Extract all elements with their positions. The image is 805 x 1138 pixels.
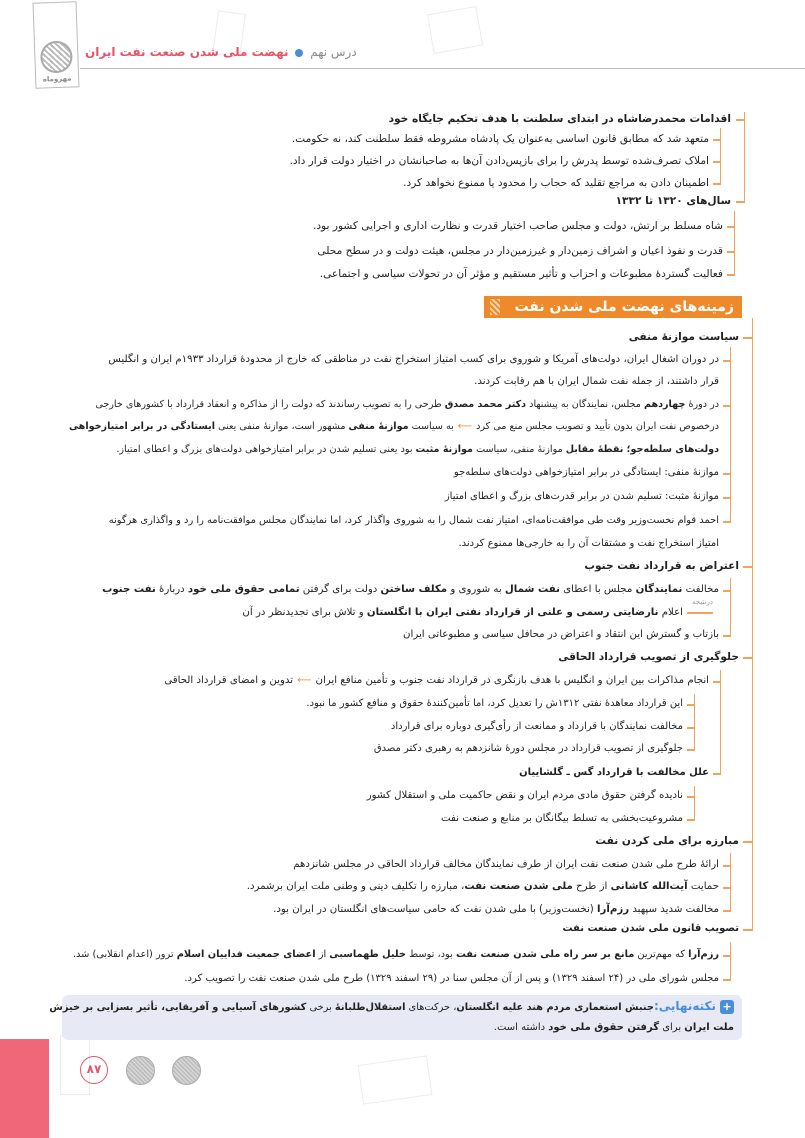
text-run: موازنهٔ منفی، سیاست [473, 444, 566, 455]
tree-connector [694, 786, 696, 820]
tree-connector [687, 727, 695, 729]
text-run: تدوین و امضای قرارداد الحاقی [164, 675, 294, 686]
text-run: برخی [306, 1002, 335, 1013]
tip-chat-plus-icon: + [720, 1000, 734, 1014]
paragraph-line [102, 583, 719, 597]
list-item: اطمینان دادن به مراجع تقلید که حجاب را محدود یا ممنوع نخواهد کرد. [403, 177, 709, 189]
decorative-dot-icon [126, 1056, 155, 1085]
hatch-decoration-icon [490, 299, 500, 315]
text-run: حمایت [687, 881, 719, 892]
tree-connector [720, 670, 722, 774]
tree-connector [713, 773, 721, 775]
final-tip-box [49, 995, 742, 1040]
text-run: از [315, 949, 330, 960]
list-item: قدرت و نفوذ اعیان و اشراف زمین‌دار و غیرزمین‌دار در مجلس، هیئت دولت و در سطح محلی [317, 245, 723, 257]
list-item: فعالیت گستردهٔ مطبوعات و احزاب و تأثیر مستقیم و مؤثر آن در تحولات سیاسی و اجتماعی. [319, 268, 723, 280]
list-item [247, 880, 719, 894]
tree-connector [730, 347, 732, 522]
heading-years: سال‌های ۱۳۲۰ تا ۱۳۳۲ [615, 195, 731, 207]
list-item: املاک تصرف‌شده توسط پدرش را برای بازپس‌دادن آن‌ها به صاحبانشان در اختیار دولت قرار داد. [289, 155, 709, 167]
tree-connector [727, 251, 735, 253]
tree-connector [723, 497, 731, 499]
tree-connector [727, 226, 735, 228]
list-item: مخالفت نمایندگان با قرارداد و ممانعت از رأی‌گیری دوباره برای قرارداد [390, 721, 683, 732]
tree-connector [723, 590, 731, 592]
text-run: مخالفت [682, 584, 719, 595]
text-run: برای [659, 1022, 685, 1033]
tree-connector [723, 979, 731, 981]
text-bold: ملی شدن صنعت نفت [464, 881, 573, 892]
paragraph-line [242, 606, 683, 620]
text-run: به سیاست [408, 421, 454, 432]
tree-connector [687, 749, 695, 751]
paragraph-line [69, 420, 719, 434]
text-bold: گرفتن حقوق ملی خود [548, 1022, 660, 1033]
result-label: درنتیجه [692, 598, 713, 606]
text-run: در دورهٔ [685, 399, 719, 410]
text-run: داشته است. [493, 1022, 549, 1033]
tip-label: نکته‌نهایی: [653, 999, 716, 1013]
text-run: دربارهٔ [155, 584, 188, 595]
heading-struggle: مبارزه برای ملی کردن نفت [595, 835, 739, 847]
text-run: ، حرکت‌های [405, 1002, 457, 1013]
tree-connector [736, 119, 745, 121]
text-bold: آیت‌الله کاشانی [610, 881, 688, 892]
logo-text: مهروماه [42, 74, 72, 84]
section-title-text: زمینه‌های نهضت ملی شدن نفت [514, 299, 734, 315]
text-run: بود یعنی تسلیم شدن در برابر امتیازخواهی دولت‌های بزرگ و اعطای امتیاز. [116, 444, 416, 455]
tree-connector [723, 865, 731, 867]
paragraph-line: امتیاز استخراج نفت و مشتقات آن را به خارجی‌ها ممنوع کردند. [458, 538, 719, 549]
text-run: مشهور است، موازنهٔ منفی یعنی [215, 421, 349, 432]
decorative-dot-icon [172, 1056, 201, 1085]
tree-connector [743, 657, 753, 659]
list-item [73, 948, 719, 962]
text-bold: نارضایتی رسمی و علنی از قرارداد نفتی ایران با انگلستان [366, 607, 659, 618]
heading-supplemental-agreement: جلوگیری از تصویب قرارداد الحاقی [558, 651, 739, 663]
text-run: (نخست‌وزیر) با ملی شدن نفت که حامی سیاست‌های انگلستان در ایران بود. [273, 904, 598, 915]
tree-connector [743, 841, 753, 843]
list-item: موازنهٔ مثبت: تسلیم شدن در برابر قدرت‌های بزرگ و اعطای امتیاز [444, 491, 719, 502]
chapter-title: نهضت ملی شدن صنعت نفت ایران [85, 45, 289, 59]
tree-connector [723, 405, 731, 407]
text-bold: رزم‌آرا [688, 949, 719, 960]
text-bold: جنبش استعماری مردم هند علیه انگلستان [456, 1002, 654, 1013]
tree-connector [727, 274, 735, 276]
text-run: اعلام [658, 607, 683, 618]
paragraph-line [116, 443, 719, 457]
text-run: درخصوص نفت ایران بدون تأیید و تصویب مجلس منع می کرد [476, 421, 719, 432]
tree-connector [723, 360, 731, 362]
text-bold: نفت شمال [504, 584, 560, 595]
text-run: مجلس، نمایندگان به پیشنهاد [526, 399, 644, 410]
tree-connector [723, 473, 731, 475]
text-bold: دولت‌های سلطه‌جو؛ نقطهٔ مقابل [565, 444, 719, 455]
tree-connector [687, 704, 695, 706]
list-item: نادیده گرفتن حقوق مادی مردم ایران و نقض حاکمیت ملی و استقلال کشور [366, 790, 683, 801]
text-bold: موازنهٔ مثبت [415, 444, 474, 455]
text-bold: تمامی حقوق ملی خود [187, 584, 300, 595]
page-number: ۸۷ [80, 1056, 108, 1084]
text-run: که مهم‌ترین [634, 949, 689, 960]
tree-connector [687, 796, 695, 798]
tip-line [49, 999, 716, 1015]
text-bold: مانع بر سر راه ملی شدن صنعت نفت [455, 949, 635, 960]
section-title [484, 296, 742, 318]
text-bold: نمایندگان [635, 584, 683, 595]
tree-connector [744, 112, 746, 202]
tree-connector [734, 211, 736, 275]
result-arrow [687, 612, 713, 614]
heading-south-oil: اعتراض به قرارداد نفت جنوب [584, 560, 739, 572]
text-run: مخالفت شدید سپهبد [629, 904, 719, 915]
page-edge-tab [0, 1039, 49, 1138]
paragraph-line: در دوران اشغال ایران، دولت‌های آمریکا و شوروی برای کسب امتیاز استخراج نفت در مناطقی که خارج از محدودهٔ قرارداد ۱۹۳۳م ایران و انگلیس [108, 354, 719, 365]
text-run: ترور (اعدام انقلابی) شد. [72, 949, 177, 960]
text-run: به شوروی و [447, 584, 505, 595]
list-item: شاه مسلط بر ارتش، دولت و مجلس صاحب اختیار قدرت و نظارت اداری و اجرایی کشور بود. [312, 220, 723, 232]
list-item: این قرارداد معاهدهٔ نفتی ۱۳۱۲ش را تعدیل کرد، اما تأمین‌کنندهٔ حقوق و منافع کشور ما نبود. [306, 698, 683, 709]
arrow-left-icon: ⟵ [457, 421, 473, 432]
paragraph-line [164, 674, 709, 688]
tree-connector [730, 853, 732, 911]
tree-connector [743, 337, 753, 339]
list-item: مجلس شورای ملی در (۲۴ اسفند ۱۳۲۹) و پس از آن مجلس سنا در (۲۹ اسفند ۱۳۲۹) طرح ملی شدن صنعت نفت را تصویب کرد. [184, 973, 719, 984]
tree-connector [723, 635, 731, 637]
heading-negative-balance: سیاست موازنهٔ منفی [628, 331, 739, 343]
paragraph-line [95, 398, 719, 412]
text-bold: چهاردهم [643, 399, 686, 410]
text-bold: موازنهٔ منفی [348, 421, 409, 432]
heading-shah-actions: اقدامات محمدرضاشاه در ابتدای سلطنت با هدف تحکیم جایگاه خود [388, 113, 731, 125]
heading-nationalization-law: تصویب قانون ملی شدن صنعت نفت [562, 923, 739, 934]
list-item: ارائهٔ طرح ملی شدن صنعت نفت ایران از طرف نمایندگان مخالف قرارداد الحاقی در مجلس شانزدهم [293, 859, 719, 870]
arrow-left-icon: ⟵ [297, 675, 312, 686]
tree-connector [743, 929, 753, 931]
text-run: و تلاش برای تجدیدنظر در آن [242, 607, 367, 618]
text-bold: مکلف ساختن [380, 584, 448, 595]
text-bold: رزم‌آرا [597, 904, 630, 915]
tree-connector [723, 910, 731, 912]
paragraph-line: احمد قوام نخست‌وزیر وقت طی موافقت‌نامه‌ای، امتیاز نفت شمال را به شوروی واگذار کرد، اما نمایندگان مجلس موافقت‌نامه را رد و واگذاری هرگونه [108, 515, 719, 526]
tree-connector [723, 887, 731, 889]
list-item: موازنهٔ منفی: ایستادگی در برابر امتیازخواهی دولت‌های سلطه‌جو [453, 467, 719, 478]
text-run: ، مبارزه را تکلیف دینی و وطنی ملت ایران برشمرد. [246, 881, 465, 892]
tree-connector [687, 819, 695, 821]
text-run: طرحی را به تصویب رساندند که دولت را از مذاکره و انعقاد قرارداد با کشورهای خارجی [95, 399, 445, 410]
heading-opposition-reasons: علل مخالفت با قرارداد گس ـ گلشاییان [519, 767, 709, 778]
tree-connector [713, 139, 721, 141]
text-run: از طرح [572, 881, 611, 892]
tree-connector [713, 681, 721, 683]
text-bold: استقلال‌طلبانهٔ [334, 1002, 406, 1013]
tree-connector [723, 955, 731, 957]
text-run: دولت برای گرفتن [299, 584, 381, 595]
text-bold: خلیل طهماسبی [329, 949, 406, 960]
tree-connector [743, 566, 753, 568]
text-bold: کشورهای آسیایی و آفریقایی، تأثیر بسزایی بر خیزش [49, 1002, 307, 1013]
list-item: مشروعیت‌بخشی به تسلط بیگانگان بر منابع و صنعت نفت [441, 813, 683, 824]
text-bold: اعضای جمعیت فداییان اسلام [176, 949, 316, 960]
tree-connector [720, 128, 722, 184]
list-item: جلوگیری از تصویب قرارداد در مجلس دورهٔ شانزدهم به رهبری دکتر مصدق [373, 743, 683, 754]
text-bold: ایستادگی در برابر امتیازخواهی [68, 421, 216, 432]
list-item: بازتاب و گسترش این انتقاد و اعتراض در محافل سیاسی و مطبوعاتی ایران [403, 629, 719, 640]
tip-line [494, 1021, 734, 1035]
tree-connector [713, 183, 721, 185]
tree-connector [730, 942, 732, 980]
tree-connector [723, 521, 731, 523]
text-bold: نفت جنوب [102, 584, 156, 595]
text-run: انجام مذاکرات بین ایران و انگلیس با هدف بازنگری در قرارداد نفت جنوب و تأمین منافع ایران [315, 675, 709, 686]
tree-connector [713, 161, 721, 163]
lesson-label: درس نهم [310, 45, 357, 59]
tree-connector [736, 201, 745, 203]
list-item: متعهد شد که مطابق قانون اساسی به‌عنوان یک پادشاه مشروطه فقط سلطنت کند، نه حکومت. [291, 133, 709, 145]
tree-connector [694, 694, 696, 750]
list-item [273, 903, 719, 917]
text-run: بود، توسط [405, 949, 456, 960]
tree-connector [752, 318, 754, 930]
paragraph-line: قرار داشتند، از جمله نفت شمال ایران با هم رقابت کردند. [474, 376, 719, 387]
text-bold: ملت ایران [684, 1022, 734, 1033]
tree-connector [730, 578, 732, 636]
text-bold: دکتر محمد مصدق [444, 399, 527, 410]
text-run: مجلس با اعطای [559, 584, 636, 595]
